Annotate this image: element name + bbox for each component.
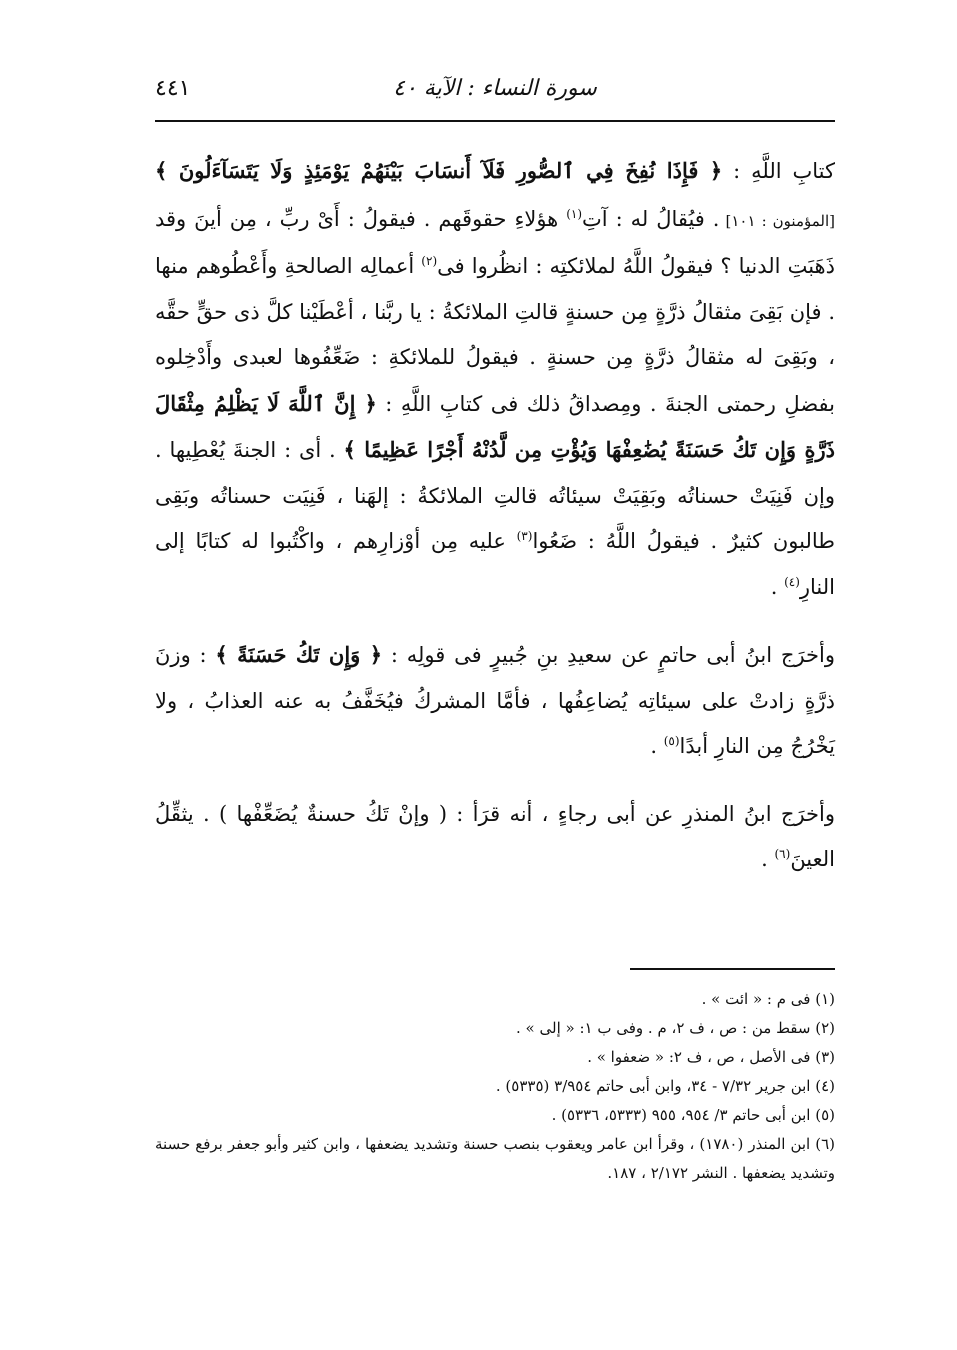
text-run: . [761, 847, 775, 871]
text-run: وأخرَج ابنُ المنذرِ عن أبى رجاءٍ ، أنه قرَأ : ( وإنْ تَكُ حسنةٌ يُضَعِّفْها ) . يثقِّلُ العينَ [155, 801, 835, 871]
verse-reference: [المؤمنون : ١٠١] [719, 211, 835, 230]
main-text [155, 148, 835, 883]
text-run: . فيُقالُ له : آتِ [582, 206, 720, 231]
footnote-marker: (٣) [516, 529, 533, 543]
footnote: (٢) سقط من : ص ، ف ٢، م . وفى ب ١: « إلى » . [516, 1019, 835, 1037]
quran-verse: ﴿ فَإِذَا نُفِخَ فِي ٱلصُّورِ فَلَآ أَنسَابَ بَيْنَهُمْ يَوْمَئِذٍ وَلَا يَتَسَآءَلُونَ ﴾ [155, 158, 723, 183]
text-run: عليه مِن أوْزارِهم ، واكْتُبوا له كتابًا إلى النارِ [155, 529, 835, 599]
running-title: سورة النساء : الآية ٤٠ [393, 76, 597, 101]
paragraph [155, 148, 835, 610]
paragraph [155, 792, 835, 883]
text-run: . أى : الجنةَ يُعْطِيها . وإن فَنِيَتْ حسناتُه وبَقِيَتْ سيئاتُه قالتِ الملائكةُ : إلهَنا ، فَنِيَت حسناتُه وبَقِى طالبون كثيرٌ . فيقولُ اللَّهُ : ضَعُوا [155, 438, 836, 553]
text-run: كتابِ اللَّهِ : [722, 159, 835, 183]
footnote-marker: (٤) [784, 574, 800, 589]
text-run: . [650, 734, 664, 758]
footnote: (١) فى م : « ائت » . [701, 990, 835, 1008]
footnote: (٥) ابن أبى حاتم ٣/ ٩٥٤، ٩٥٥ (٥٣٣٣، ٥٣٣٦) . [551, 1106, 835, 1124]
text-run: : وزنَ ذرَّةٍ زادتْ على سيئاتِه يُضاعِفُها ، فأمَّا المشركُ فيُخَفَّفُ به عنه العذابُ ، ولا يَخْرُجُ مِن النارِ أبدًا [155, 643, 835, 758]
text-run: . [770, 574, 785, 599]
header-rule [155, 120, 835, 122]
footnote: (٦) ابن المنذر (١٧٨٠) ، وقرأ ابن عامر ويعقوب بنصب حسنة وتشديد يضعفها ، وابن كثير وأبو جعفر برفع حسنة وتشديد يضعفها . النشر ٢/١٧٢ ، ١٨٧. [155, 1135, 835, 1182]
text-run: وأخرَج ابنُ أبى حاتمٍ عن سعيدِ بنِ جُبيرٍ فى قولِه : [382, 643, 835, 667]
text-run: أعمالِه الصالحةِ وأَعْطُوهم منها . فإن بَقِىَ مثقالُ ذرَّةٍ مِن حسنةٍ قالتِ الملائكةُ : يا ربَّنا ، أعْطَيْنا كلَّ ذى حقٍّ حقَّه ، وبَقِىَ له مثقالُ ذرَّةٍ مِن حسنةٍ . فيقولُ للملائكةِ : ضَعِّفُوها لعبدى وأَدْخِلوه بفضلِ رحمتى الجنةَ . ومِصداقُ ذلك فى كتابِ اللَّهِ : [155, 254, 835, 416]
footnote-marker: (١) [566, 206, 583, 221]
footnote: (٤) ابن جرير ٧/٣٢ - ٣٤، وابن أبى حاتم ٣/٩٥٤ (٥٣٣٥) . [495, 1077, 835, 1095]
quran-verse: ﴿ إِنَّ ٱللَّهَ لَا يَظْلِمُ مِثْقَالَ ذَرَّةٍ وَإِن تَكُ حَسَنَةً يُضَٰعِفْهَا وَيُؤْتِ مِن لَّدُنْهُ أَجْرًا عَظِيمًا ﴾ [155, 390, 835, 462]
footnotes [155, 985, 835, 1188]
text-run: هؤلاءِ حقوقَهم . فيقولُ : أَىْ ربِّ ، مِن أينَ وقد ذَهَبَتِ الدنيا ؟ فيقولُ اللَّهُ لملائكتِه : انظُروا فى [155, 206, 835, 278]
footnote-marker: (٢) [421, 254, 438, 268]
footnote-marker: (٥) [663, 734, 680, 748]
page-header [155, 70, 835, 110]
footnote: (٣) فى الأصل ، ص ، ف ٢: « ضعفوا » . [587, 1048, 835, 1066]
paragraph [155, 632, 835, 770]
footnote-marker: (٦) [774, 847, 791, 861]
footnote-separator [630, 968, 835, 970]
quran-verse: ﴿ وَإِن تَكُ حَسَنَةً ﴾ [215, 642, 383, 667]
page-number: ٤٤١ [155, 76, 191, 101]
